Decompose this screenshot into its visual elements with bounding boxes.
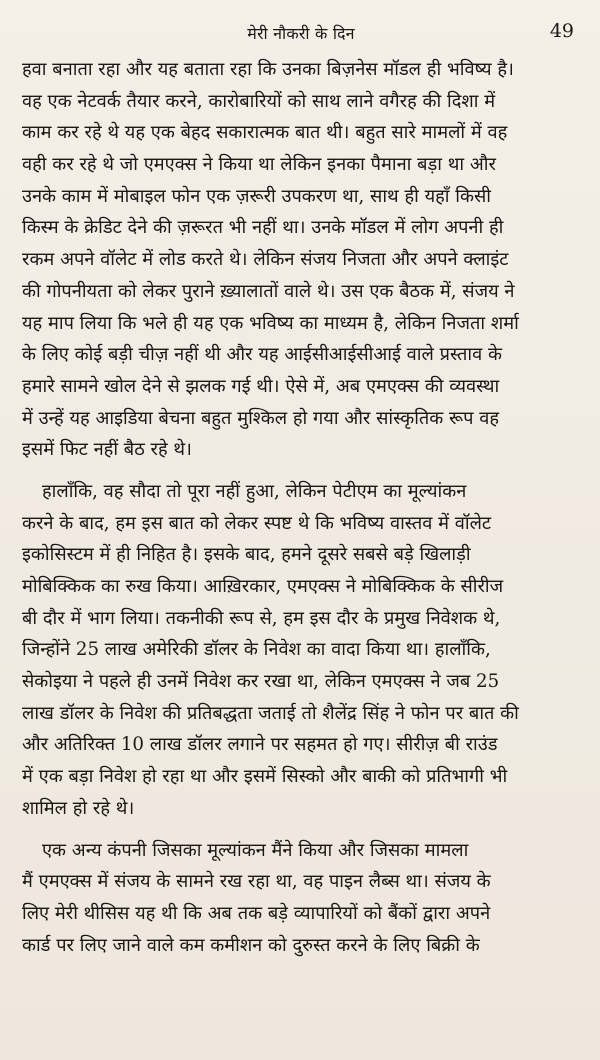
text-line: की गोपनीयता को लेकर पुराने ख़्यालातों वाले थे। उस एक बैठक में, संजय ने	[22, 280, 515, 302]
paragraph-3	[22, 835, 580, 962]
text-line: इसमें फिट नहीं बैठ रहे थे।	[22, 439, 192, 461]
text-line: करने के बाद, हम इस बात को लेकर स्पष्ट थे कि भविष्य वास्तव में वॉलेट	[22, 512, 492, 534]
paragraph-2	[22, 476, 580, 825]
text-line: किस्म के क्रेडिट देने की ज़रूरत भी नहीं था। उनके मॉडल में लोग अपनी ही	[22, 217, 504, 239]
page-header	[22, 20, 580, 54]
page-number: 49	[549, 20, 574, 42]
text-line: लिए मेरी थीसिस यह थी कि अब तक बड़े व्यापारियों को बैंकों द्वारा अपने	[22, 902, 491, 924]
paragraph-1	[22, 54, 580, 466]
text-line: कार्ड पर लिए जाने वाले कम कमीशन को दुरुस्त करने के लिए बिक्री के	[22, 934, 480, 956]
running-title: मेरी नौकरी के दिन	[247, 24, 355, 43]
text-line: हमारे सामने खोल देने से झलक गई थी। ऐसे में, अब एमएक्स की व्यवस्था	[22, 375, 500, 397]
text-line: में एक बड़ा निवेश हो रहा था और इसमें सिस्को और बाकी को प्रतिभागी भी	[22, 766, 508, 788]
text-line: वही कर रहे थे जो एमएक्स ने किया था लेकिन इनका पैमाना बड़ा था और	[22, 154, 496, 176]
text-line: जिन्होंने 25 लाख अमेरिकी डॉलर के निवेश का वादा किया था। हालाँकि,	[22, 639, 491, 661]
paragraph-gap	[22, 825, 580, 835]
paragraph-gap	[22, 466, 580, 476]
text-line: वह एक नेटवर्क तैयार करने, कारोबारियों को साथ लाने वगैरह की दिशा में	[22, 90, 496, 112]
text-line: शामिल हो रहे थे।	[22, 797, 135, 819]
text-line: हवा बनाता रहा और यह बताता रहा कि उनका बिज़नेस मॉडल ही भविष्य है।	[22, 59, 514, 80]
text-line: और अतिरिक्त 10 लाख डॉलर लगाने पर सहमत हो गए। सीरीज़ बी राउंड	[22, 734, 498, 756]
body-text	[22, 54, 580, 961]
text-line: मोबिक्किक का रुख किया। आख़िरकार, एमएक्स ने मोबिक्किक के सीरीज	[22, 576, 504, 597]
text-line: लाख डॉलर के निवेश की प्रतिबद्धता जताई तो शैलेंद्र सिंह ने फोन पर बात की	[22, 702, 519, 724]
text-line: सेकोइया ने पहले ही उनमें निवेश कर रखा था, लेकिन एमएक्स ने जब 25	[22, 671, 500, 693]
text-line: में उन्हें यह आइडिया बेचना बहुत मुश्किल हो गया और सांस्कृतिक रूप वह	[22, 407, 500, 429]
text-line: रकम अपने वॉलेट में लोड करते थे। लेकिन संजय निजता और अपने क्लाइंट	[22, 249, 509, 271]
text-line: के लिए कोई बड़ी चीज़ नहीं थी और यह आईसीआईसीआई वाले प्रस्ताव के	[22, 344, 502, 366]
text-line: इकोसिस्टम में ही निहित है। इसके बाद, हमने दूसरे सबसे बड़े खिलाड़ी	[22, 544, 471, 566]
text-line: बी दौर में भाग लिया। तकनीकी रूप से, हम इस दौर के प्रमुख निवेशक थे,	[22, 607, 501, 629]
text-line: उनके काम में मोबाइल फोन एक ज़रूरी उपकरण था, साथ ही यहाँ किसी	[22, 185, 491, 207]
text-line: हालाँकि, वह सौदा तो पूरा नहीं हुआ, लेकिन पेटीएम का मूल्यांकन	[42, 480, 467, 502]
text-line: यह माप लिया कि भले ही यह एक भविष्य का माध्यम है, लेकिन निजता शर्मा	[22, 312, 519, 334]
text-line: एक अन्य कंपनी जिसका मूल्यांकन मैंने किया और जिसका मामला	[42, 839, 469, 861]
text-line: मैं एमएक्स में संजय के सामने रख रहा था, वह पाइन लैब्स था। संजय के	[22, 871, 491, 893]
text-line: काम कर रहे थे यह एक बेहद सकारात्मक बात थी। बहुत सारे मामलों में वह	[22, 122, 508, 144]
